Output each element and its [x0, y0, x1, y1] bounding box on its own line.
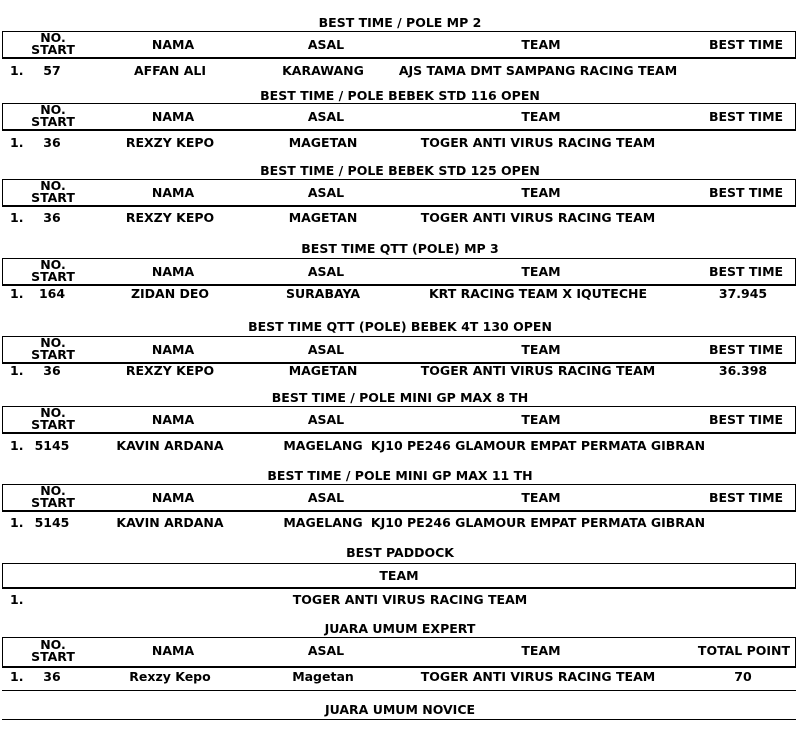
header-team: TEAM [521, 109, 561, 124]
header-nama: NAMA [151, 185, 195, 200]
header-nama: NAMA [151, 109, 195, 124]
header-nama: NAMA [151, 412, 195, 427]
team-name: KRT RACING TEAM X IQUTECHE [428, 286, 647, 301]
rider-origin: MAGELANG [283, 515, 363, 530]
team-name: KJ10 PE246 GLAMOUR EMPAT PERMATA GIBRAN [370, 515, 706, 530]
team-name: AJS TAMA DMT SAMPANG RACING TEAM [398, 63, 678, 78]
rank: 1. [10, 592, 24, 607]
start-number: 5145 [34, 515, 70, 530]
section-title: BEST TIME QTT (POLE) BEBEK 4T 130 OPEN [248, 319, 552, 334]
header-no-start: NO. START [31, 637, 75, 664]
header-no-start: NO. START [31, 335, 75, 362]
table-row [0, 135, 800, 151]
best-time: 36.398 [718, 363, 768, 378]
header-nama: NAMA [151, 490, 195, 505]
table-row [0, 592, 800, 608]
header-team: TEAM [521, 412, 561, 427]
header-team: TEAM [521, 185, 561, 200]
table-row [0, 669, 800, 685]
section-title: JUARA UMUM EXPERT [324, 621, 476, 636]
table-header [2, 179, 796, 207]
header-best-time: BEST TIME [708, 342, 784, 357]
rank: 1. [10, 669, 24, 684]
table-row [0, 438, 800, 454]
header-no-start: NO. START [31, 257, 75, 284]
rider-origin: MAGETAN [288, 210, 358, 225]
start-number: 36 [43, 135, 61, 150]
header-nama: NAMA [151, 643, 195, 658]
header-team: TEAM [521, 264, 561, 279]
header-best-time: BEST TIME [708, 264, 784, 279]
header-team: TEAM [521, 342, 561, 357]
rider-name: REXZY KEPO [125, 135, 215, 150]
divider [2, 690, 796, 691]
header-asal: ASAL [307, 342, 345, 357]
section-title: BEST TIME / POLE MP 2 [318, 15, 482, 30]
header-no-start: NO. START [31, 405, 75, 432]
header-best-time: BEST TIME [708, 490, 784, 505]
rider-name: REXZY KEPO [125, 210, 215, 225]
section-title: JUARA UMUM NOVICE [324, 702, 476, 717]
table-header [2, 336, 796, 364]
rider-name: Rexzy Kepo [129, 669, 211, 684]
rank: 1. [10, 210, 24, 225]
team-name: TOGER ANTI VIRUS RACING TEAM [420, 210, 656, 225]
section-title: BEST TIME / POLE MINI GP MAX 8 TH [271, 390, 529, 405]
rider-name: REXZY KEPO [125, 363, 215, 378]
rank: 1. [10, 63, 24, 78]
best-time: 37.945 [718, 286, 768, 301]
rider-origin: MAGETAN [288, 135, 358, 150]
section-title: BEST TIME QTT (POLE) MP 3 [301, 241, 499, 256]
table-row [0, 363, 800, 379]
header-no-start: NO. START [31, 30, 75, 57]
table-row [0, 286, 800, 302]
table-row [0, 63, 800, 79]
team-name: TOGER ANTI VIRUS RACING TEAM [420, 363, 656, 378]
header-no-start: NO. START [31, 483, 75, 510]
header-asal: ASAL [307, 37, 345, 52]
start-number: 36 [43, 669, 61, 684]
header-asal: ASAL [307, 490, 345, 505]
paddock-title: BEST PADDOCK [346, 545, 454, 560]
team-name: TOGER ANTI VIRUS RACING TEAM [292, 592, 528, 607]
header-team: TEAM [521, 643, 561, 658]
header-team: TEAM [521, 490, 561, 505]
table-row [0, 210, 800, 226]
rank: 1. [10, 363, 24, 378]
table-header [2, 258, 796, 286]
rank: 1. [10, 438, 24, 453]
header-no-start: NO. START [31, 102, 75, 129]
start-number: 36 [43, 363, 61, 378]
header-no-start: NO. START [31, 178, 75, 205]
team-name: KJ10 PE246 GLAMOUR EMPAT PERMATA GIBRAN [370, 438, 706, 453]
header-total-point: TOTAL POINT [697, 643, 791, 658]
header-team: TEAM [521, 37, 561, 52]
rider-name: KAVIN ARDANA [116, 438, 224, 453]
start-number: 36 [43, 210, 61, 225]
paddock-header [2, 563, 796, 589]
rank: 1. [10, 286, 24, 301]
start-number: 164 [38, 286, 66, 301]
header-best-time: BEST TIME [708, 412, 784, 427]
header-asal: ASAL [307, 412, 345, 427]
table-header [2, 103, 796, 131]
header-asal: ASAL [307, 109, 345, 124]
start-number: 57 [43, 63, 61, 78]
rider-origin: MAGETAN [288, 363, 358, 378]
header-best-time: BEST TIME [708, 185, 784, 200]
header-asal: ASAL [307, 264, 345, 279]
table-header [2, 406, 796, 434]
table-header [2, 484, 796, 512]
rider-origin: Magetan [292, 669, 354, 684]
section-title: BEST TIME / POLE BEBEK STD 116 OPEN [260, 88, 540, 103]
header-asal: ASAL [307, 185, 345, 200]
team-name: TOGER ANTI VIRUS RACING TEAM [420, 669, 656, 684]
header-best-time: BEST TIME [708, 109, 784, 124]
team-name: TOGER ANTI VIRUS RACING TEAM [420, 135, 656, 150]
header-team: TEAM [379, 568, 419, 583]
rider-origin: KARAWANG [282, 63, 364, 78]
header-nama: NAMA [151, 37, 195, 52]
header-best-time: BEST TIME [708, 37, 784, 52]
section-title: BEST TIME / POLE MINI GP MAX 11 TH [267, 468, 533, 483]
rider-name: AFFAN ALI [133, 63, 207, 78]
divider [2, 719, 796, 720]
header-nama: NAMA [151, 342, 195, 357]
start-number: 5145 [34, 438, 70, 453]
section-title: BEST TIME / POLE BEBEK STD 125 OPEN [260, 163, 540, 178]
table-header [2, 31, 796, 59]
total-point: 70 [734, 669, 752, 684]
rank: 1. [10, 135, 24, 150]
header-nama: NAMA [151, 264, 195, 279]
rider-origin: SURABAYA [286, 286, 360, 301]
header-asal: ASAL [307, 643, 345, 658]
rider-name: ZIDAN DEO [130, 286, 210, 301]
rider-origin: MAGELANG [283, 438, 363, 453]
table-row [0, 515, 800, 531]
rider-name: KAVIN ARDANA [116, 515, 224, 530]
rank: 1. [10, 515, 24, 530]
table-header [2, 637, 796, 668]
